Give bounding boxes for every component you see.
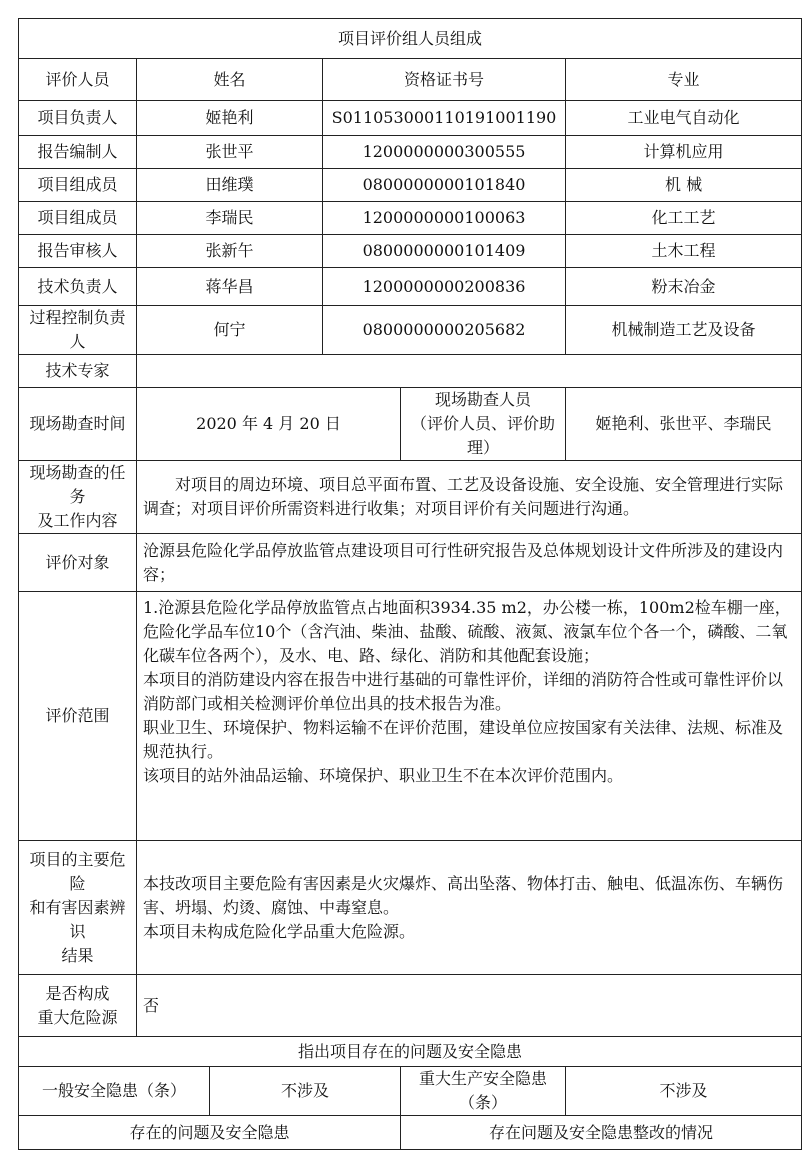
hazards-label-line2: 和有害因素辨识 — [29, 897, 126, 941]
scope-paragraph-4: 该项目的站外油品运输、环境保护、职业卫生不在本次评价范围内。 — [143, 766, 624, 785]
major-hazard-row — [19, 975, 802, 1037]
major-hazard-label-line2: 重大危险源 — [37, 1007, 118, 1027]
survey-time-label: 现场勘查时间 — [19, 388, 137, 461]
survey-people-label-line1: 现场勘查人员 — [434, 390, 531, 409]
hazards-label-line3: 结果 — [61, 945, 94, 965]
member-role: 项目负责人 — [19, 101, 137, 136]
survey-time-value: 2020 年 4 月 20 日 — [137, 388, 401, 461]
member-role: 报告审核人 — [19, 235, 137, 268]
major-production-hazard-label: 重大生产安全隐患（条） — [401, 1067, 566, 1116]
member-name: 田维璞 — [137, 169, 323, 202]
member-role: 项目组成员 — [19, 202, 137, 235]
issues-columns-row — [19, 1116, 802, 1150]
member-cert: 0800000000205682 — [323, 306, 566, 355]
scope-row — [19, 592, 802, 841]
header-row — [19, 59, 802, 101]
hazards-row — [19, 841, 802, 975]
header-name: 姓名 — [137, 59, 323, 101]
scope-paragraph-3: 职业卫生、环境保护、物料运输不在评价范围，建设单位应按国家有关法律、法规、标准及规范执行。 — [143, 718, 784, 761]
major-hazard-label — [19, 975, 137, 1037]
member-name: 蒋华昌 — [137, 268, 323, 306]
expert-value — [137, 355, 802, 388]
table-row — [19, 202, 802, 235]
hazards-content — [137, 841, 802, 975]
member-major: 计算机应用 — [566, 136, 802, 169]
header-major: 专业 — [566, 59, 802, 101]
member-cert: S011053000110191001190 — [323, 101, 566, 136]
member-major: 机械制造工艺及设备 — [566, 306, 802, 355]
table-row — [19, 169, 802, 202]
survey-row — [19, 388, 802, 461]
member-name: 张世平 — [137, 136, 323, 169]
member-major: 土木工程 — [566, 235, 802, 268]
task-content: 对项目的周边环境、项目总平面布置、工艺及设备设施、安全设施、安全管理进行实际调查；对项目评价所需资料进行收集；对项目评价有关问题进行沟通。 — [137, 461, 802, 534]
table-row — [19, 101, 802, 136]
member-cert: 1200000000200836 — [323, 268, 566, 306]
table-row — [19, 306, 802, 355]
header-cert: 资格证书号 — [323, 59, 566, 101]
member-role: 项目组成员 — [19, 169, 137, 202]
table-row — [19, 136, 802, 169]
member-major: 化工工艺 — [566, 202, 802, 235]
evaluation-team-table — [18, 18, 802, 1150]
issues-title-row — [19, 1037, 802, 1067]
table-row — [19, 268, 802, 306]
member-cert: 1200000000100063 — [323, 202, 566, 235]
member-cert: 1200000000300555 — [323, 136, 566, 169]
general-hazard-label: 一般安全隐患（条） — [19, 1067, 210, 1116]
survey-people-label-line2: （评价人员、评价助理） — [410, 414, 555, 457]
scope-content — [137, 592, 802, 841]
major-hazard-label-line1: 是否构成 — [45, 983, 110, 1003]
issues-count-row — [19, 1067, 802, 1116]
survey-people-label — [401, 388, 566, 461]
expert-row — [19, 355, 802, 388]
task-label — [19, 461, 137, 534]
issues-column-left: 存在的问题及安全隐患 — [19, 1116, 401, 1150]
member-role: 过程控制负责人 — [19, 306, 137, 355]
hazards-paragraph-1: 本技改项目主要危险有害因素是火灾爆炸、高出坠落、物体打击、触电、低温冻伤、车辆伤害、坍塌、灼烫、腐蚀、中毒窒息。 — [143, 873, 784, 917]
member-cert: 0800000000101840 — [323, 169, 566, 202]
member-name: 何宁 — [137, 306, 323, 355]
major-hazard-value: 否 — [137, 975, 802, 1037]
expert-label: 技术专家 — [19, 355, 137, 388]
survey-people-value: 姬艳利、张世平、李瑞民 — [566, 388, 802, 461]
table-row — [19, 235, 802, 268]
member-name: 张新午 — [137, 235, 323, 268]
member-name: 李瑞民 — [137, 202, 323, 235]
scope-label: 评价范围 — [19, 592, 137, 841]
issues-column-right: 存在问题及安全隐患整改的情况 — [401, 1116, 802, 1150]
hazards-label — [19, 841, 137, 975]
header-role: 评价人员 — [19, 59, 137, 101]
member-major: 机 械 — [566, 169, 802, 202]
major-production-hazard-value: 不涉及 — [566, 1067, 802, 1116]
member-role: 报告编制人 — [19, 136, 137, 169]
task-row — [19, 461, 802, 534]
task-label-line1: 现场勘查的任务 — [29, 463, 126, 506]
member-cert: 0800000000101409 — [323, 235, 566, 268]
hazards-label-line1: 项目的主要危险 — [29, 849, 126, 893]
member-name: 姬艳利 — [137, 101, 323, 136]
scope-paragraph-1: 1.沧源县危险化学品停放监管点占地面积3934.35 m2，办公楼一栋，100m2检车棚一座，危险化学品车位10个（含汽油、柴油、盐酸、硫酸、液氮、液氯车位个各一个，磷酸、二氧化碳车位各两个），及水、电、路、绿化、消防和其他配套设施； — [143, 598, 791, 665]
member-major: 粉末冶金 — [566, 268, 802, 306]
member-role: 技术负责人 — [19, 268, 137, 306]
scope-paragraph-2: 本项目的消防建设内容在报告中进行基础的可靠性评价，详细的消防符合性或可靠性评价以消防部门或相关检测评价单位出具的技术报告为准。 — [143, 670, 784, 713]
member-major: 工业电气自动化 — [566, 101, 802, 136]
general-hazard-value: 不涉及 — [210, 1067, 401, 1116]
hazards-paragraph-2: 本项目未构成危险化学品重大危险源。 — [143, 921, 416, 941]
issues-title: 指出项目存在的问题及安全隐患 — [19, 1037, 802, 1067]
object-content: 沧源县危险化学品停放监管点建设项目可行性研究报告及总体规划设计文件所涉及的建设内容； — [137, 534, 802, 592]
table-title: 项目评价组人员组成 — [19, 19, 802, 59]
object-row — [19, 534, 802, 592]
object-label: 评价对象 — [19, 534, 137, 592]
task-label-line2: 及工作内容 — [37, 511, 118, 530]
